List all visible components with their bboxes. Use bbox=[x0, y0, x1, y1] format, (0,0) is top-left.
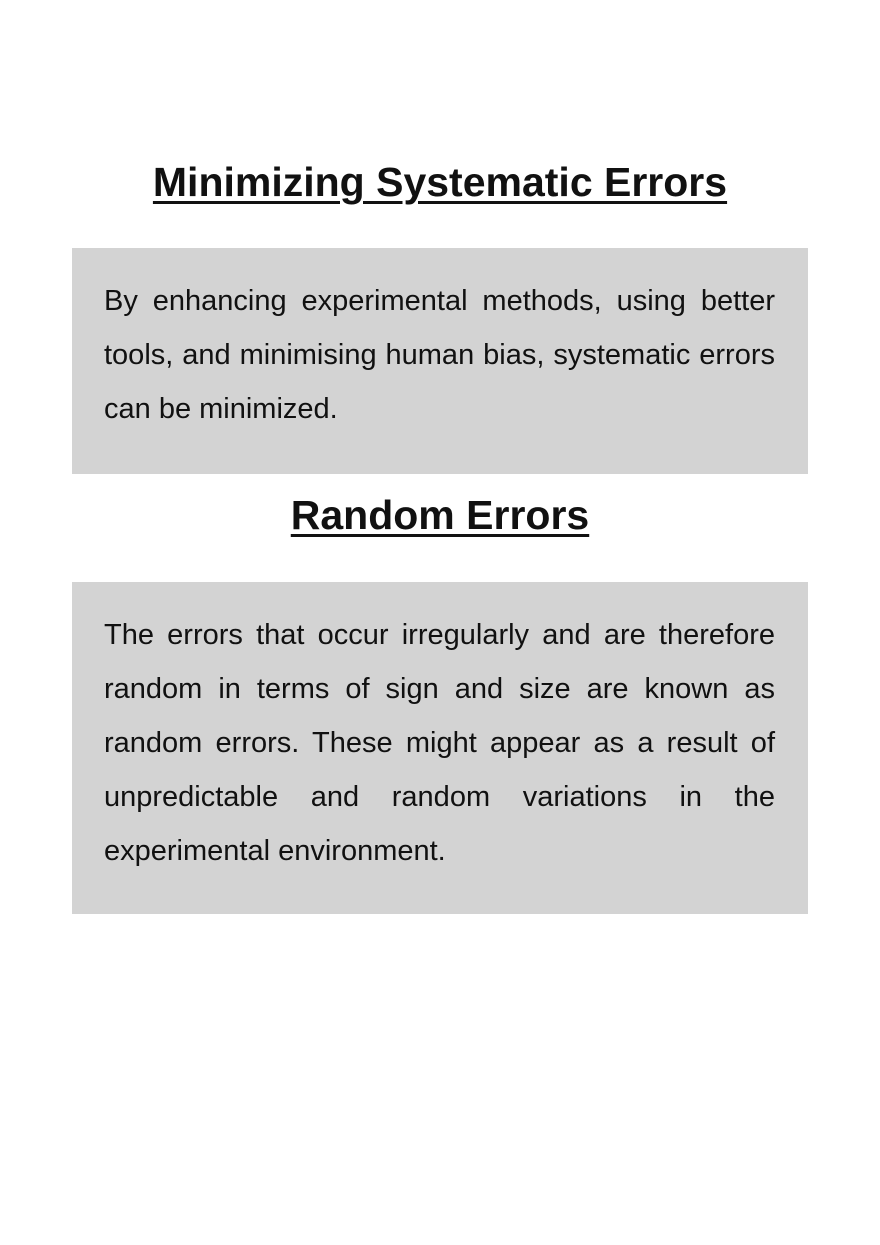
section-heading-random-errors: Random Errors bbox=[290, 492, 590, 538]
paragraph-systematic-errors: By enhancing experimental methods, using better tools, and minimising human bias, systematic errors can be minimized. bbox=[104, 285, 775, 425]
text-box-random-errors bbox=[72, 582, 808, 914]
section-heading-systematic-errors: Minimizing Systematic Errors bbox=[152, 159, 728, 205]
text-box-systematic-errors bbox=[72, 248, 808, 474]
paragraph-random-errors: The errors that occur irregularly and are therefore random in terms of sign and size are known as random errors. These might appear as a result of unpredictable and random variations in the experimental environment. bbox=[104, 619, 775, 867]
